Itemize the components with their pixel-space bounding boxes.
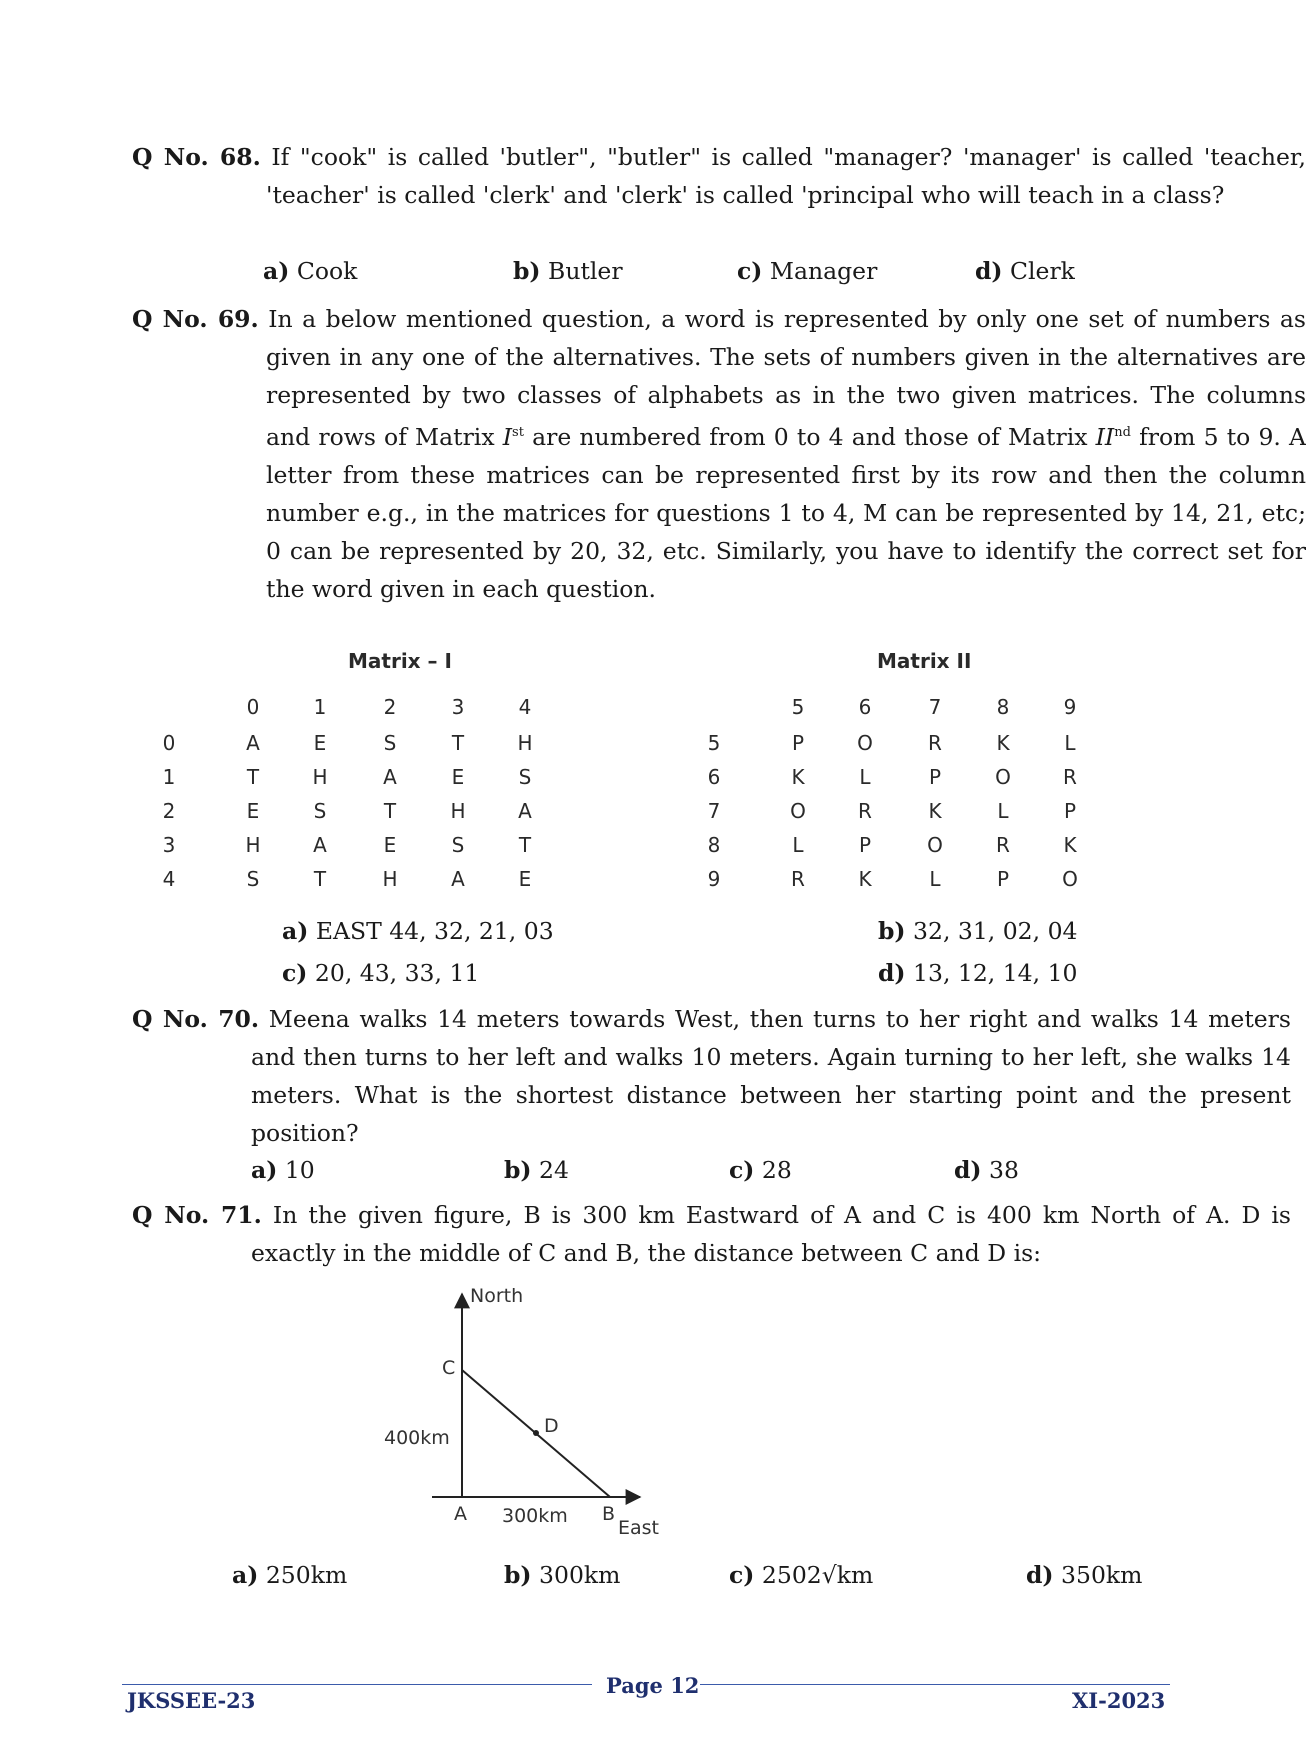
matrix-2-row-header: 8 (707, 833, 721, 857)
matrix-1-cell: S (451, 833, 465, 857)
matrix-1-cell: A (246, 731, 260, 755)
matrix-1-cell: H (245, 833, 261, 857)
matrix-2-cell: L (792, 833, 804, 857)
option-d[interactable]: d) 38 (954, 1156, 1019, 1184)
option-a[interactable]: a) EAST 44, 32, 21, 03 (282, 917, 554, 945)
option-c[interactable]: c) 28 (729, 1156, 792, 1184)
matrix-1-col-header: 1 (313, 695, 327, 719)
matrix-2-cell: L (859, 765, 871, 789)
question-number: Q No. 69. (132, 305, 259, 333)
matrix-1-row-header: 3 (162, 833, 176, 857)
matrix-2-cell: L (929, 867, 941, 891)
question-71 (132, 1196, 1291, 1272)
matrix-2-cell: R (791, 867, 805, 891)
matrix-1-cell: T (451, 731, 465, 755)
matrix-1-cell: H (517, 731, 533, 755)
matrix-2-cell: K (928, 799, 942, 823)
matrix-2-col-header: 8 (996, 695, 1010, 719)
distance-ac-label: 400km (384, 1427, 450, 1449)
matrix-2-cell: P (1063, 799, 1077, 823)
option-b[interactable]: b) Butler (513, 257, 623, 285)
distance-ab-label: 300km (502, 1505, 568, 1527)
matrix-1-col-header: 2 (383, 695, 397, 719)
matrix-2-cell: P (996, 867, 1010, 891)
north-label: North (470, 1285, 524, 1307)
matrix-2-row-header: 6 (707, 765, 721, 789)
matrix-1-cell: H (312, 765, 328, 789)
matrix-1-cell: E (246, 799, 260, 823)
option-b[interactable]: b) 300km (504, 1561, 621, 1589)
question-68 (132, 138, 1306, 214)
matrix-1-cell: H (382, 867, 398, 891)
matrix-1-col-header: 3 (451, 695, 465, 719)
matrix-2-row-header: 9 (707, 867, 721, 891)
matrix-2-col-header: 7 (928, 695, 942, 719)
matrix-1-col-header: 0 (246, 695, 260, 719)
matrix-1-title: Matrix – I (348, 649, 452, 673)
matrix-1-cell: H (450, 799, 466, 823)
matrix-2-row-header: 5 (707, 731, 721, 755)
matrix-2-cell: L (997, 799, 1009, 823)
footer-year: XI-2023 (1072, 1688, 1166, 1713)
matrix-2-cell: O (927, 833, 943, 857)
matrix-2-cell: K (1063, 833, 1077, 857)
question-number: Q No. 70. (132, 1005, 260, 1033)
matrix-2-cell: O (790, 799, 806, 823)
option-c[interactable]: c) 2502√km (729, 1561, 874, 1589)
option-a[interactable]: a) Cook (263, 257, 358, 285)
matrix-2-cell: K (858, 867, 872, 891)
matrix-1-cell: E (383, 833, 397, 857)
matrix-1-cell: A (313, 833, 327, 857)
question-number: Q No. 71. (132, 1201, 262, 1229)
option-a[interactable]: a) 250km (232, 1561, 348, 1589)
matrix-1-cell: A (451, 867, 465, 891)
matrix-2-cell: R (858, 799, 872, 823)
footer-rule-left (122, 1684, 592, 1685)
matrix-1-col-header: 4 (518, 695, 532, 719)
question-text: Meena walks 14 meters towards West, then turns to her right and walks 14 meters and then turns to her left and walks 10 meters. Again turning to her left, she walks 14 meters. What is the shortest distance between her starting point and the present position? (251, 1005, 1291, 1147)
question-text: If "cook" is called 'butler", "butler" is called "manager? 'manager' is called 'teacher, 'teacher' is called 'clerk' and 'clerk' is called 'principal who will teach in a class? (266, 143, 1306, 209)
option-a[interactable]: a) 10 (251, 1156, 315, 1184)
matrix-1-cell: S (383, 731, 397, 755)
matrix-2-cell: P (928, 765, 942, 789)
point-b-label: B (602, 1503, 616, 1525)
matrix-1-cell: E (518, 867, 532, 891)
matrix-1-cell: T (518, 833, 532, 857)
matrix-1-cell: A (518, 799, 532, 823)
matrix-2-title: Matrix II (877, 649, 972, 673)
question-text: In a below mentioned question, a word is represented by only one set of numbers as given in any one of the alternatives. The sets of numbers given in the alternatives are represented by two classes of alphabets as in the two given matrices. The columns and rows of Matrix Ist are numbered from 0 to 4 and those of Matrix IInd from 5 to 9. A letter from these matrices can be represented first by its row and then the column number e.g., in the matrices for questions 1 to 4, M can be represented by 14, 21, etc; 0 can be represented by 20, 32, etc. Similarly, you have to identify the correct set for the word given in each question. (266, 305, 1306, 603)
question-69 (132, 300, 1306, 608)
footer-page-number: Page 12 (606, 1673, 700, 1698)
option-d[interactable]: d) 13, 12, 14, 10 (878, 959, 1078, 987)
matrix-1-row-header: 2 (162, 799, 176, 823)
matrix-1-row-header: 4 (162, 867, 176, 891)
matrix-1-cell: A (383, 765, 397, 789)
matrix-1-cell: S (313, 799, 327, 823)
matrix-1-cell: E (451, 765, 465, 789)
matrix-2-cell: K (791, 765, 805, 789)
matrix-2-col-header: 5 (791, 695, 805, 719)
matrix-2-cell: P (791, 731, 805, 755)
option-b[interactable]: b) 24 (504, 1156, 569, 1184)
matrix-1-cell: E (313, 731, 327, 755)
matrix-2-cell: R (928, 731, 942, 755)
question-number: Q No. 68. (132, 143, 261, 171)
matrix-2-cell: K (996, 731, 1010, 755)
matrix-2-row-header: 7 (707, 799, 721, 823)
matrix-1-row-header: 1 (162, 765, 176, 789)
option-b[interactable]: b) 32, 31, 02, 04 (878, 917, 1078, 945)
point-d-marker (533, 1430, 539, 1436)
matrix-2-col-header: 9 (1063, 695, 1077, 719)
matrix-1-cell: S (246, 867, 260, 891)
matrix-1-cell: S (518, 765, 532, 789)
matrix-2-col-header: 6 (858, 695, 872, 719)
option-c[interactable]: c) 20, 43, 33, 11 (282, 959, 480, 987)
matrix-1-cell: T (246, 765, 260, 789)
matrix-2-cell: L (1064, 731, 1076, 755)
question-70 (132, 1000, 1291, 1152)
matrix-2-cell: R (1063, 765, 1077, 789)
direction-figure (370, 1282, 670, 1542)
matrix-1-row-header: 0 (162, 731, 176, 755)
matrix-1-cell: T (313, 867, 327, 891)
option-c[interactable]: c) Manager (737, 257, 878, 285)
question-text: In the given figure, B is 300 km Eastward of A and C is 400 km North of A. D is exactly in the middle of C and B, the distance between C and D is: (251, 1201, 1291, 1267)
matrix-2-cell: O (995, 765, 1011, 789)
matrix-2-cell: P (858, 833, 872, 857)
matrix-2-cell: R (996, 833, 1010, 857)
matrix-2-cell: O (857, 731, 873, 755)
matrix-2-cell: O (1062, 867, 1078, 891)
east-label: East (618, 1517, 659, 1539)
matrix-1-cell: T (383, 799, 397, 823)
footer-exam-code: JKSSEE-23 (127, 1688, 256, 1713)
point-a-label: A (454, 1503, 467, 1525)
option-d[interactable]: d) 350km (1026, 1561, 1143, 1589)
footer-rule-right (700, 1684, 1170, 1685)
point-c-label: C (442, 1357, 456, 1379)
point-d-label: D (544, 1415, 559, 1437)
option-d[interactable]: d) Clerk (975, 257, 1075, 285)
